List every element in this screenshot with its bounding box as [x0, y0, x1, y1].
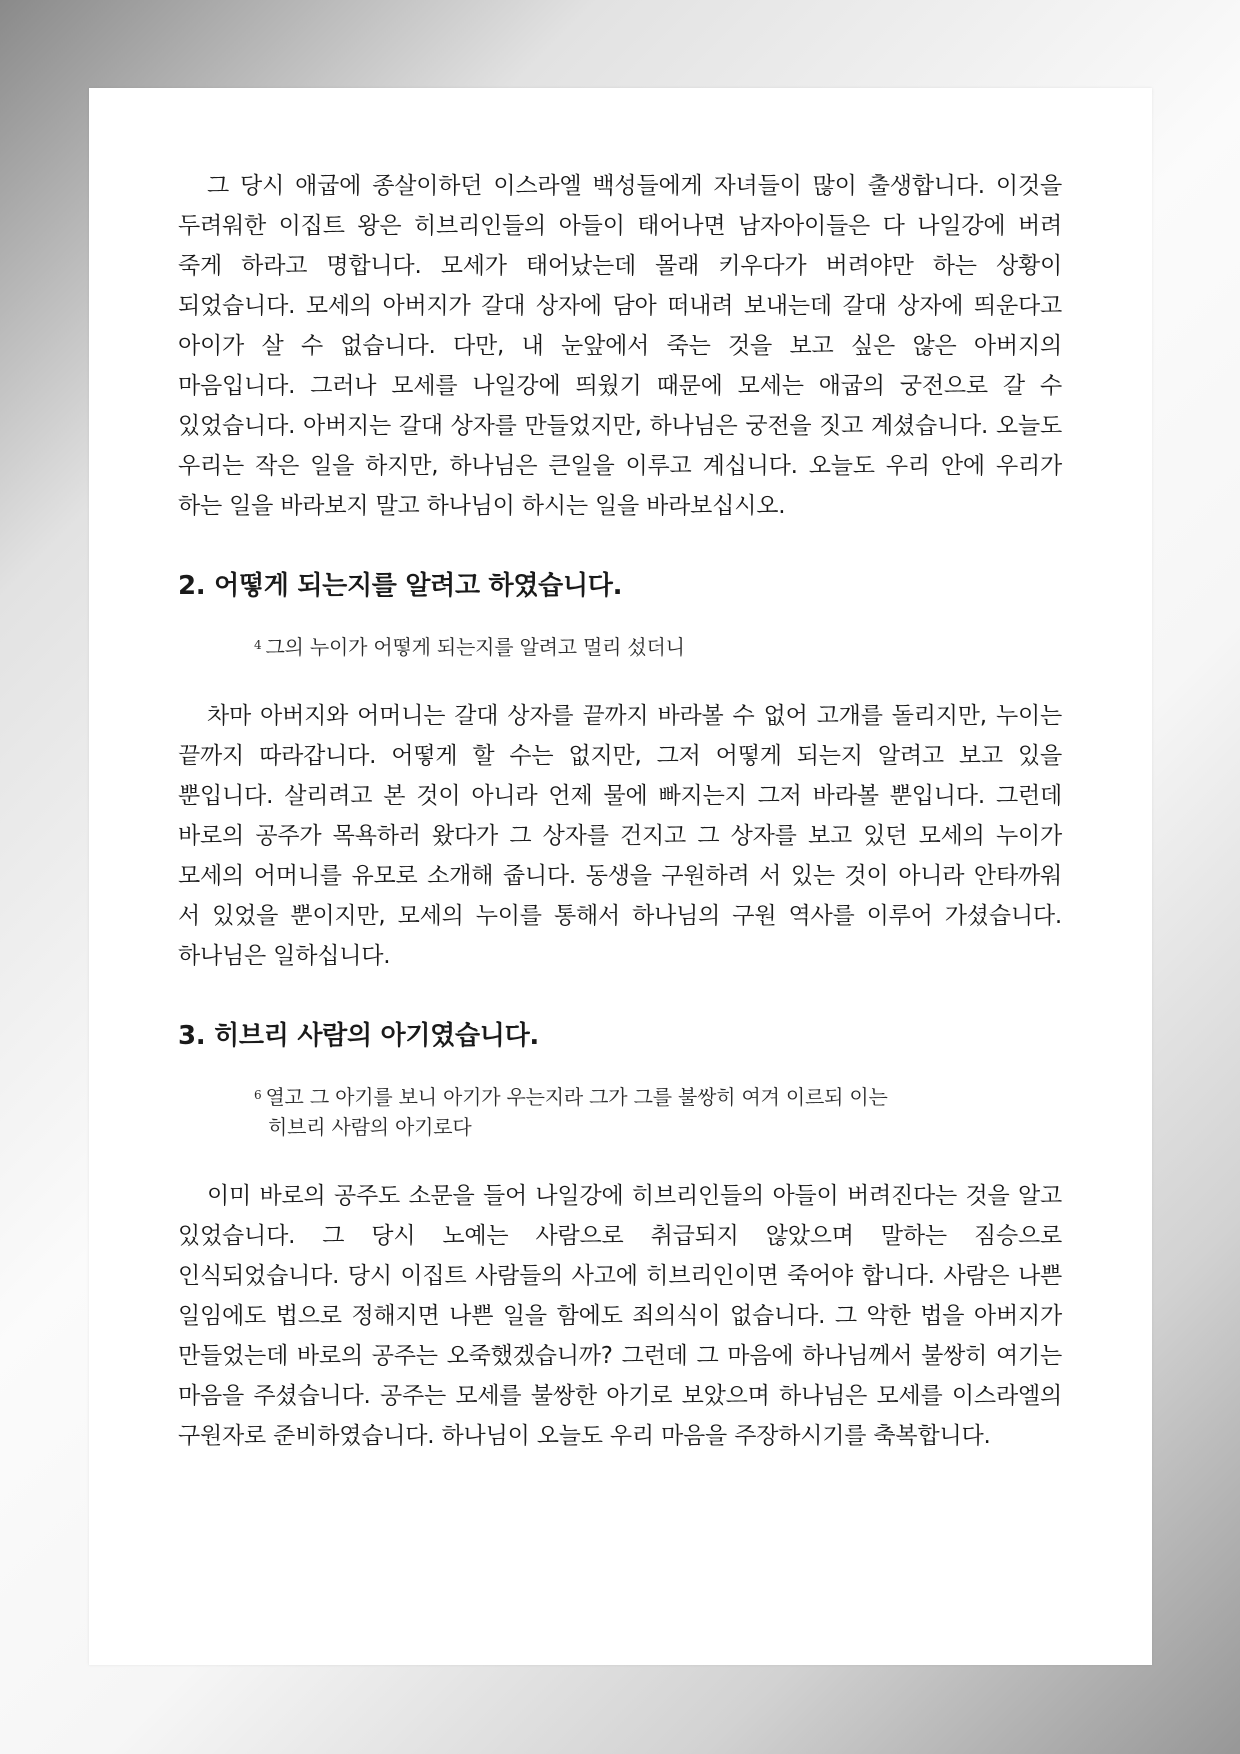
verse-text: 그의 누이가 어떻게 되는지를 알려고 멀리 섰더니 — [265, 635, 685, 659]
intro-paragraph: 그 당시 애굽에 종살이하던 이스라엘 백성들에게 자녀들이 많이 출생합니다. 이것을 두려워한 이집트 왕은 히브리인들의 아들이 태어나면 남자아이들은 다 나일강에 버려 죽게 하라고 명합니다. 모세가 태어났는데 몰래 키우다가 버려야만 하는 상황이 되었습니다. 모세의 아버지가 갈대 상자에 담아 떠내려 보내는데 갈대 상자에 띄운다고 아이가 살 수 없습니다. 다만, 내 눈앞에서 죽는 것을 보고 싶은 않은 아버지의 마음입니다. 그러나 모세를 나일강에 띄웠기 때문에 모세는 애굽의 궁전으로 갈 수 있었습니다. 아버지는 갈대 상자를 만들었지만, 하나님은 궁전을 짓고 계셨습니다. 오늘도 우리는 작은 일을 하지만, 하나님은 큰일을 이루고 계십니다. 오늘도 우리 안에 우리가 하는 일을 바라보지 말고 하나님이 하시는 일을 바라보십시오. — [178, 173, 1062, 519]
section-heading-3: 3. 히브리 사람의 아기였습니다. — [178, 1021, 539, 1051]
verse-number: 4 — [254, 638, 262, 652]
section-heading-2: 2. 어떻게 되는지를 알려고 하였습니다. — [178, 571, 623, 601]
document-page — [89, 88, 1152, 1665]
spacer — [178, 526, 1062, 566]
section-3-paragraph: 이미 바로의 공주도 소문을 들어 나일강에 히브리인들의 아들이 버려진다는 것을 알고 있었습니다. 그 당시 노예는 사람으로 취급되지 않았으며 말하는 짐승으로 인식되었습니다. 당시 이집트 사람들의 사고에 히브리인이면 죽어야 합니다. 사람은 나쁜 일임에도 법으로 정해지면 나쁜 일을 함에도 죄의식이 없습니다. 그 악한 법을 아버지가 만들었는데 바로의 공주는 오죽했겠습니까? 그런데 그 마음에 하나님께서 불쌍히 여기는 마음을 주셨습니다. 공주는 모세를 불쌍한 아기로 보았으며 하나님은 모세를 이스라엘의 구원자로 준비하였습니다. 하나님이 오늘도 우리 마음을 주장하시기를 축복합니다. — [178, 1183, 1062, 1449]
verse-text: 열고 그 아기를 보니 아기가 우는지라 그가 그를 불쌍히 여겨 이르되 이는 — [265, 1085, 888, 1109]
scripture-verse-6 — [178, 1082, 1062, 1142]
spacer — [178, 976, 1062, 1016]
spacer — [178, 1142, 1062, 1176]
page-content — [178, 166, 1062, 1456]
verse-text-continued: 히브리 사람의 아기로다 — [268, 1115, 472, 1139]
spacer — [178, 1056, 1062, 1082]
section-2-paragraph: 차마 아버지와 어머니는 갈대 상자를 끝까지 바라볼 수 없어 고개를 돌리지만, 누이는 끝까지 따라갑니다. 어떻게 할 수는 없지만, 그저 어떻게 되는지 알려고 보고 있을 뿐입니다. 살리려고 본 것이 아니라 언제 물에 빠지는지 그저 바라볼 뿐입니다. 그런데 바로의 공주가 목욕하러 왔다가 그 상자를 건지고 그 상자를 보고 있던 모세의 누이가 모세의 어머니를 유모로 소개해 줍니다. 동생을 구원하려 서 있는 것이 아니라 안타까워 서 있었을 뿐이지만, 모세의 누이를 통해서 하나님의 구원 역사를 이루어 가셨습니다. 하나님은 일하십니다. — [178, 703, 1062, 969]
spacer — [178, 662, 1062, 696]
verse-number: 6 — [254, 1088, 262, 1102]
scripture-verse-4 — [178, 632, 1062, 662]
spacer — [178, 606, 1062, 632]
